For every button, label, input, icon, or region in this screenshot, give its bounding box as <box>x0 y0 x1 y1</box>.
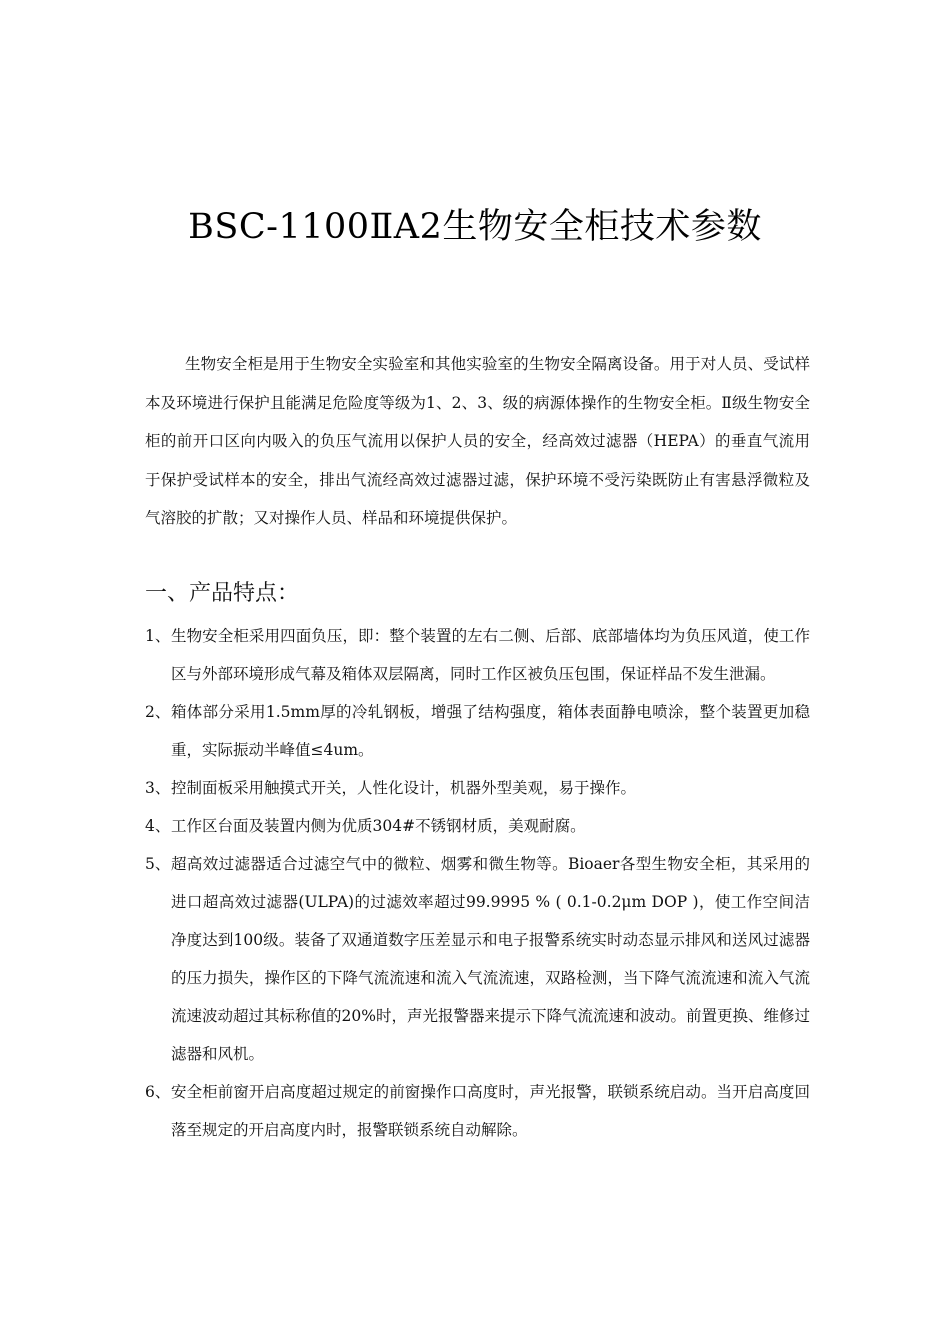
feature-text: 箱体部分采用1.5mm厚的冷轧钢板，增强了结构强度，箱体表面静电喷涂，整个装置更加稳重，实际振动半峰值≤4um。 <box>171 703 810 759</box>
feature-text: 安全柜前窗开启高度超过规定的前窗操作口高度时，声光报警，联锁系统启动。当开启高度回落至规定的开启高度内时，报警联锁系统自动解除。 <box>171 1083 810 1139</box>
feature-text: 超高效过滤器适合过滤空气中的微粒、烟雾和微生物等。Bioaer各型生物安全柜，其采用的进口超高效过滤器(ULPA)的过滤效率超过99.9995 % ( 0.1-0.2μm DOP )，使工作空间洁净度达到100级。装备了双通道数字压差显示和电子报警系统实时动态显示排风和送风过滤器的压力损失，操作区的下降气流流速和流入气流流速，双路检测，当下降气流流速和流入气流流速波动超过其标称值的20%时，声光报警器来提示下降气流流速和波动。前置更换、维修过滤器和风机。 <box>171 855 810 1063</box>
feature-item <box>145 845 810 1073</box>
feature-number: 4、 <box>145 817 171 835</box>
feature-number: 1、 <box>145 627 171 645</box>
feature-text: 控制面板采用触摸式开关，人性化设计，机器外型美观，易于操作。 <box>171 779 637 797</box>
feature-list <box>145 617 810 1149</box>
feature-number: 2、 <box>145 703 171 721</box>
feature-item <box>145 1073 810 1149</box>
feature-text: 工作区台面及装置内侧为优质304#不锈钢材质，美观耐腐。 <box>171 817 586 835</box>
feature-item <box>145 807 810 845</box>
intro-text: 生物安全柜是用于生物安全实验室和其他实验室的生物安全隔离设备。用于对人员、受试样本及环境进行保护且能满足危险度等级为1、2、3、级的病源体操作的生物安全柜。Ⅱ级生物安全柜的前开口区向内吸入的负压气流用以保护人员的安全，经高效过滤器（HEPA）的垂直气流用于保护受试样本的安全，排出气流经高效过滤器过滤，保护环境不受污染既防止有害悬浮微粒及气溶胶的扩散；又对操作人员、样品和环境提供保护。 <box>145 355 810 527</box>
feature-number: 6、 <box>145 1083 171 1101</box>
intro-paragraph <box>145 345 810 538</box>
feature-item <box>145 617 810 693</box>
feature-item <box>145 693 810 769</box>
feature-item <box>145 769 810 807</box>
feature-number: 5、 <box>145 855 171 873</box>
feature-number: 3、 <box>145 779 171 797</box>
feature-text: 生物安全柜采用四面负压，即：整个装置的左右二侧、后部、底部墙体均为负压风道，使工作区与外部环境形成气幕及箱体双层隔离，同时工作区被负压包围，保证样品不发生泄漏。 <box>171 627 810 683</box>
document-title: BSC-1100ⅡA2生物安全柜技术参数 <box>188 207 762 247</box>
section-heading: 一、产品特点： <box>145 581 300 606</box>
